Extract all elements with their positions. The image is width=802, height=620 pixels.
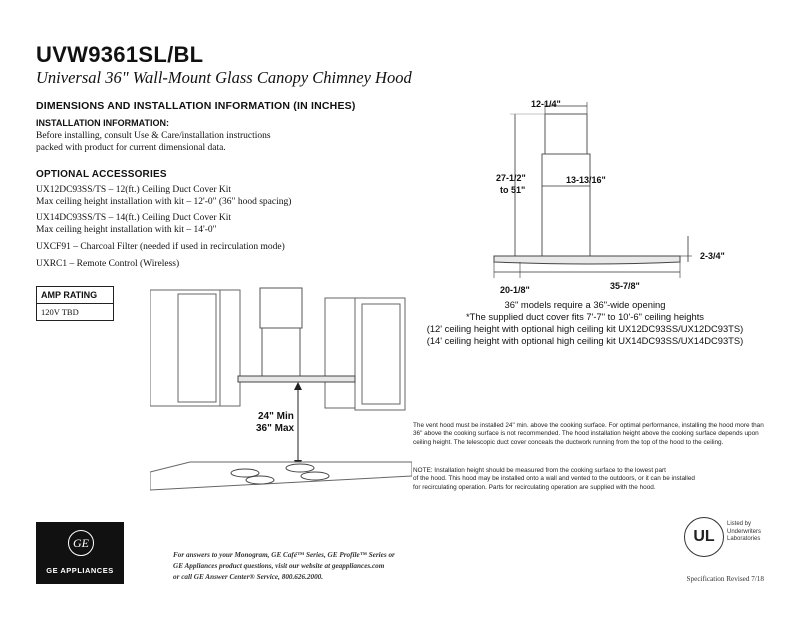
amp-rating-value: 120V TBD: [41, 307, 79, 317]
specification-revised: Specification Revised 7/18: [686, 575, 764, 583]
footer-line: GE Appliances product questions, visit our website at geappliances.com: [173, 562, 385, 570]
hood-dimension-drawing: [480, 96, 780, 296]
opening-note: (14' ceiling height with optional high ceiling kit UX14DC93SS/UX14DC93TS): [426, 335, 744, 346]
installation-heading: INSTALLATION INFORMATION:: [36, 118, 169, 128]
arrow-up-icon: [294, 382, 302, 390]
installation-note: The vent hood must be installed 24" min. above the cooking surface. For optimal performance, installing the hood more than 36" above the cooking surface is not recommended. The hood installation height above the cooking surface depends upon ceiling height. The telescopic duct cover conceals the ductwork running from the top of the hood to the ceiling.: [413, 422, 764, 446]
chimney-upper: [545, 114, 587, 154]
accessory-item: Max ceiling height installation with kit – 12'-0" (36" hood spacing): [36, 197, 292, 207]
note-line: NOTE: Installation height should be measured from the cooking surface to the lowest part: [413, 467, 666, 474]
hood-chimney-lower: [262, 328, 300, 376]
amp-rating-heading: AMP RATING: [37, 287, 113, 304]
ul-listing-text: [727, 521, 761, 544]
accessory-item: UX12DC93SS/TS – 12(ft.) Ceiling Duct Cover Kit: [36, 185, 232, 195]
opening-note: *The supplied duct cover fits 7'-7" to 10'-6" ceiling heights: [466, 311, 704, 322]
countertop: [150, 462, 412, 490]
logo-text: GE APPLIANCES: [46, 566, 114, 575]
amp-rating-table: [36, 286, 114, 321]
install-height-min: 24" Min: [258, 411, 294, 422]
install-height-max: 36" Max: [256, 423, 295, 434]
cabinet-panel: [220, 290, 240, 406]
opening-notes: [400, 299, 770, 347]
hood-chimney-upper: [260, 288, 302, 328]
dim-canopy-height: 2-3/4": [700, 251, 725, 261]
accessory-item: UXRC1 – Remote Control (Wireless): [36, 259, 180, 269]
chimney-lower: [542, 154, 590, 256]
dim-width: 35-7/8": [610, 281, 640, 291]
ul-listed-icon: UL: [684, 517, 724, 557]
right-cabinet: [325, 298, 355, 408]
canopy-glass: [494, 256, 680, 264]
dim-top-width: 12-1/4": [531, 99, 561, 109]
accessory-item: UX14DC93SS/TS – 14(ft.) Ceiling Duct Cover Kit: [36, 213, 232, 223]
left-cabinet-door: [178, 294, 216, 402]
product-subtitle: Universal 36" Wall-Mount Glass Canopy Chimney Hood: [36, 68, 412, 87]
accessory-item: Max ceiling height installation with kit – 14'-0": [36, 225, 217, 235]
section-title: DIMENSIONS AND INSTALLATION INFORMATION (IN INCHES): [36, 100, 356, 112]
ge-monogram-icon: GE: [68, 530, 94, 556]
footer-line: or call GE Answer Center® Service, 800.626.2000.: [173, 573, 324, 581]
dim-height-2: to 51": [500, 185, 526, 195]
dim-chimney-width: 13-13/16": [566, 175, 606, 185]
ge-appliances-logo: [36, 522, 124, 584]
model-number: UVW9361SL/BL: [36, 42, 204, 67]
installation-text: [36, 130, 271, 154]
accessory-list: [36, 184, 291, 270]
right-cabinet-door: [362, 304, 400, 404]
ul-line: Laboratories: [727, 536, 761, 542]
accessory-item: UXCF91 – Charcoal Filter (needed if used in recirculation mode): [36, 242, 285, 252]
installation-line-1: Before installing, consult Use & Care/installation instructions: [36, 131, 271, 141]
opening-note: 36" models require a 36"-wide opening: [504, 299, 666, 310]
ul-line: Listed by: [727, 521, 752, 527]
ul-line: Underwriters: [727, 528, 762, 535]
dim-depth: 20-1/8": [500, 285, 530, 295]
hood-canopy: [238, 376, 355, 382]
note-line: of the hood. This hood may be installed onto a wall and vented to the outdoors, or it can be installed: [413, 475, 695, 483]
installation-height-note: [413, 467, 769, 492]
kitchen-installation-drawing: [150, 280, 412, 500]
note-line: for recirculating operation. Parts for recirculating operation are supplied with the hood.: [413, 483, 656, 491]
installation-line-2: packed with product for current dimensional data.: [36, 143, 226, 153]
opening-note: (12' ceiling height with optional high ceiling kit UX12DC93SS/UX12DC93TS): [426, 323, 744, 334]
dim-height-1: 27-1/2": [496, 173, 526, 183]
footer-line: For answers to your Monogram, GE Café™ Series, GE Profile™ Series or: [173, 551, 395, 559]
footer-contact: [173, 550, 395, 583]
accessories-heading: OPTIONAL ACCESSORIES: [36, 169, 167, 180]
